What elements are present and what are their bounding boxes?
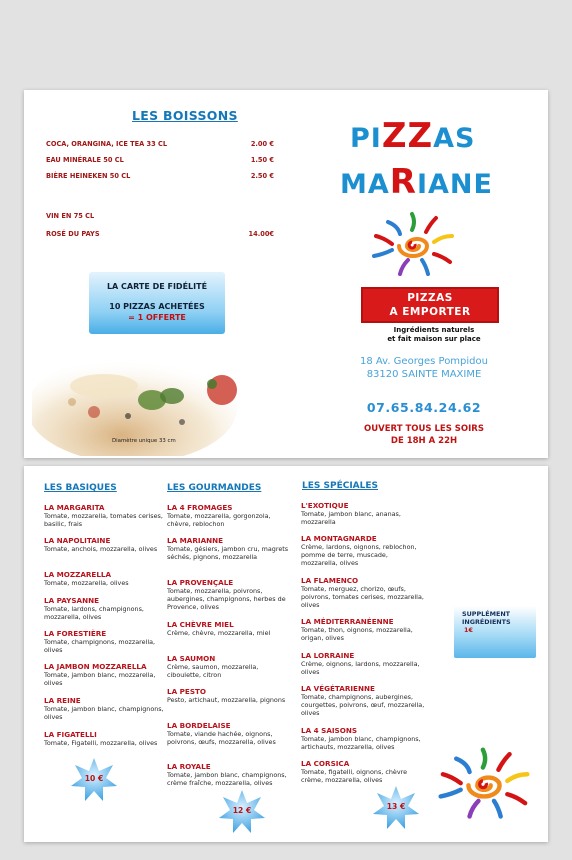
menu-item-name: LA MONTAGNARDE <box>301 534 377 543</box>
menu-item <box>301 651 426 676</box>
tagline: et fait maison sur place <box>387 335 481 343</box>
menu-item-name: LA CHÈVRE MIEL <box>167 620 234 629</box>
menu-item-desc: Tomate, jambon blanc, mozzarella, olives <box>44 671 156 687</box>
menu-item <box>167 687 292 704</box>
brand-part: PI <box>350 123 382 154</box>
category-title: LES BASIQUES <box>44 483 117 493</box>
supplement-title: INGRÉDIENTS <box>462 618 511 626</box>
drink-name: ROSÉ DU PAYS <box>46 230 100 238</box>
category-title: LES GOURMANDES <box>167 483 262 493</box>
menu-item-desc: Tomate, thon, oignons, mozzarella, origan, olives <box>301 626 413 642</box>
address-city: 83120 SAINTE MAXIME <box>366 369 482 380</box>
opening-hours: DE 18H A 22H <box>390 436 458 446</box>
menu-item <box>167 503 292 528</box>
menu-item <box>301 726 426 751</box>
diameter-note: Diamètre unique 33 cm <box>112 438 176 444</box>
menu-item-desc: Crème, saumon, mozzarella, ciboulette, citron <box>167 663 259 679</box>
supplement-title: SUPPLÉMENT <box>462 610 511 618</box>
menu-cover-sheet <box>24 90 548 458</box>
menu-item-desc: Tomate, mozzarella, gorgonzola, chèvre, reblochon <box>167 512 271 528</box>
drink-name: BIÈRE HEINEKEN 50 CL <box>46 172 131 180</box>
menu-item-name: LA VÉGÉTARIENNE <box>301 684 375 693</box>
brand-part: AS <box>433 123 476 154</box>
sun-swirl-icon <box>434 740 534 824</box>
brand-name-line2 <box>340 162 493 202</box>
menu-item-name: LA PROVENÇALE <box>167 578 234 587</box>
menu-item <box>44 730 169 747</box>
drink-name: VIN EN 75 CL <box>46 212 95 220</box>
drink-name: COCA, ORANGINA, ICE TEA 33 CL <box>46 140 168 148</box>
menu-item-name: LA LORRAINE <box>301 651 355 660</box>
menu-item-desc: Crème, lardons, oignons, reblochon, pomme de terre, muscade, mozzarella, olives <box>301 543 417 567</box>
supplement-box <box>454 606 536 658</box>
menu-item <box>301 684 426 717</box>
menu-item-desc: Tomate, jambon blanc, champignons, crème fraîche, mozzarella, olives <box>167 771 287 787</box>
menu-item-name: LA BORDELAISE <box>167 721 231 730</box>
menu-item-name: LA 4 SAISONS <box>301 726 358 735</box>
menu-item-name: LA MARGARITA <box>44 503 105 512</box>
menu-item <box>167 536 292 561</box>
menu-item <box>44 570 169 587</box>
menu-item <box>44 696 169 721</box>
tagline: Ingrédients naturels <box>393 326 475 334</box>
takeaway-line: PIZZAS <box>407 292 453 304</box>
star-badge-icon <box>372 784 420 832</box>
menu-item-desc: Crème, oignons, lardons, mozzarella, olives <box>301 660 420 676</box>
menu-item-desc: Tomate, jambon blanc, ananas, mozzarella <box>301 510 401 526</box>
menu-item-name: LA FIGATELLI <box>44 730 97 739</box>
opening-hours: OUVERT TOUS LES SOIRS <box>364 424 484 434</box>
menu-item <box>301 617 426 642</box>
sun-swirl-icon <box>368 208 458 278</box>
menu-item <box>44 596 169 621</box>
menu-inner-sheet <box>24 466 548 842</box>
fidelity-line: 10 PIZZAS ACHETÉES <box>109 302 205 311</box>
menu-item-name: LA MARIANNE <box>167 536 224 545</box>
menu-item <box>301 501 426 526</box>
brand-part: MA <box>340 169 390 200</box>
star-badge-icon <box>218 788 266 836</box>
supplement-price: 1€ <box>464 626 473 634</box>
drink-price: 1.50 € <box>250 156 274 164</box>
menu-item-desc: Tomate, mozzarella, olives <box>44 579 129 587</box>
menu-item-desc: Tomate, mozzarella, tomates cerises, basilic, frais <box>44 512 163 528</box>
fidelity-title: LA CARTE DE FIDÉLITÉ <box>106 282 208 291</box>
takeaway-banner <box>361 287 499 323</box>
drink-price: 2.50 € <box>250 172 274 180</box>
phone-number: 07.65.84.24.62 <box>366 400 482 415</box>
drink-price: 14.00€ <box>248 230 274 238</box>
price-label: 12 € <box>232 806 252 815</box>
menu-item-name: LA FLAMENCO <box>301 576 359 585</box>
category-title: LES SPÉCIALES <box>302 481 379 491</box>
price-label: 13 € <box>386 802 406 811</box>
menu-item-desc: Tomate, champignons, aubergines, courgettes, poivrons, œuf, mozzarella, olives <box>301 693 425 717</box>
address-street: 18 Av. Georges Pompidou <box>360 356 488 367</box>
menu-item <box>167 578 292 611</box>
drink-price: 2.00 € <box>250 140 274 148</box>
menu-item <box>167 620 292 637</box>
menu-item-desc: Crème, chèvre, mozzarella, miel <box>167 629 271 637</box>
menu-item-desc: Tomate, champignons, mozzarella, olives <box>44 638 156 654</box>
menu-item <box>167 721 292 746</box>
fidelity-offer: = 1 OFFERTE <box>128 313 186 322</box>
menu-item-name: LA NAPOLITAINE <box>44 536 111 545</box>
menu-item-name: LA PESTO <box>167 687 207 696</box>
menu-item <box>167 654 292 679</box>
menu-item-desc: Tomate, viande hachée, oignons, poivrons, œufs, mozzarella, olives <box>167 730 276 746</box>
menu-item-name: L'EXOTIQUE <box>301 501 349 510</box>
menu-item <box>44 503 169 528</box>
fidelity-card-box <box>89 272 225 334</box>
menu-item-desc: Tomate, lardons, champignons, mozzarella, olives <box>44 605 144 621</box>
star-badge-icon <box>70 756 118 804</box>
menu-item <box>301 576 426 609</box>
menu-item <box>301 759 426 784</box>
menu-item-name: LA MOZZARELLA <box>44 570 112 579</box>
menu-item-desc: Tomate, gésiers, jambon cru, magrets séchés, pignons, mozzarella <box>167 545 289 561</box>
menu-item-name: LA REINE <box>44 696 81 705</box>
menu-item-desc: Tomate, merguez, chorizo, œufs, poivrons, tomates cerises, mozzarella, olives <box>301 585 424 609</box>
menu-item <box>167 762 292 787</box>
menu-item-name: LA MÉDITERRANÉENNE <box>301 617 394 626</box>
menu-item-desc: Tomate, mozzarella, poivrons, aubergines, champignons, herbes de Provence, olives <box>167 587 286 611</box>
drinks-title: LES BOISSONS <box>132 108 238 123</box>
menu-item-desc: Tomate, figatelli, oignons, chèvre crème, mozzarella, olives <box>301 768 408 784</box>
menu-item-name: LA CORSICA <box>301 759 350 768</box>
menu-item-desc: Tomate, jambon blanc, champignons, artichauts, mozzarella, olives <box>301 735 421 751</box>
price-label: 10 € <box>84 774 104 783</box>
menu-item-name: LA ROYALE <box>167 762 211 771</box>
menu-item <box>44 536 169 553</box>
menu-item-desc: Tomate, anchois, mozzarella, olives <box>44 545 158 553</box>
menu-item <box>44 662 169 687</box>
menu-item-name: LA FORESTIÈRE <box>44 629 107 638</box>
menu-item-name: LA SAUMON <box>167 654 216 663</box>
menu-item-desc: Tomate, Figatelli, mozzarella, olives <box>44 739 158 747</box>
brand-accent: R <box>389 162 417 202</box>
menu-item-desc: Pesto, artichaut, mozzarella, pignons <box>167 696 286 704</box>
brand-name-line1 <box>350 116 476 156</box>
menu-item <box>301 534 426 567</box>
takeaway-line: A EMPORTER <box>389 306 471 318</box>
menu-item-desc: Tomate, jambon blanc, champignons, olives <box>44 705 164 721</box>
menu-item-name: LA 4 FROMAGES <box>167 503 233 512</box>
drink-name: EAU MINÉRALE 50 CL <box>46 156 124 164</box>
brand-accent: ZZ <box>381 116 434 156</box>
brand-part: IANE <box>416 169 493 200</box>
menu-item <box>44 629 169 654</box>
menu-item-name: LA PAYSANNE <box>44 596 100 605</box>
menu-item-name: LA JAMBON MOZZARELLA <box>44 662 147 671</box>
